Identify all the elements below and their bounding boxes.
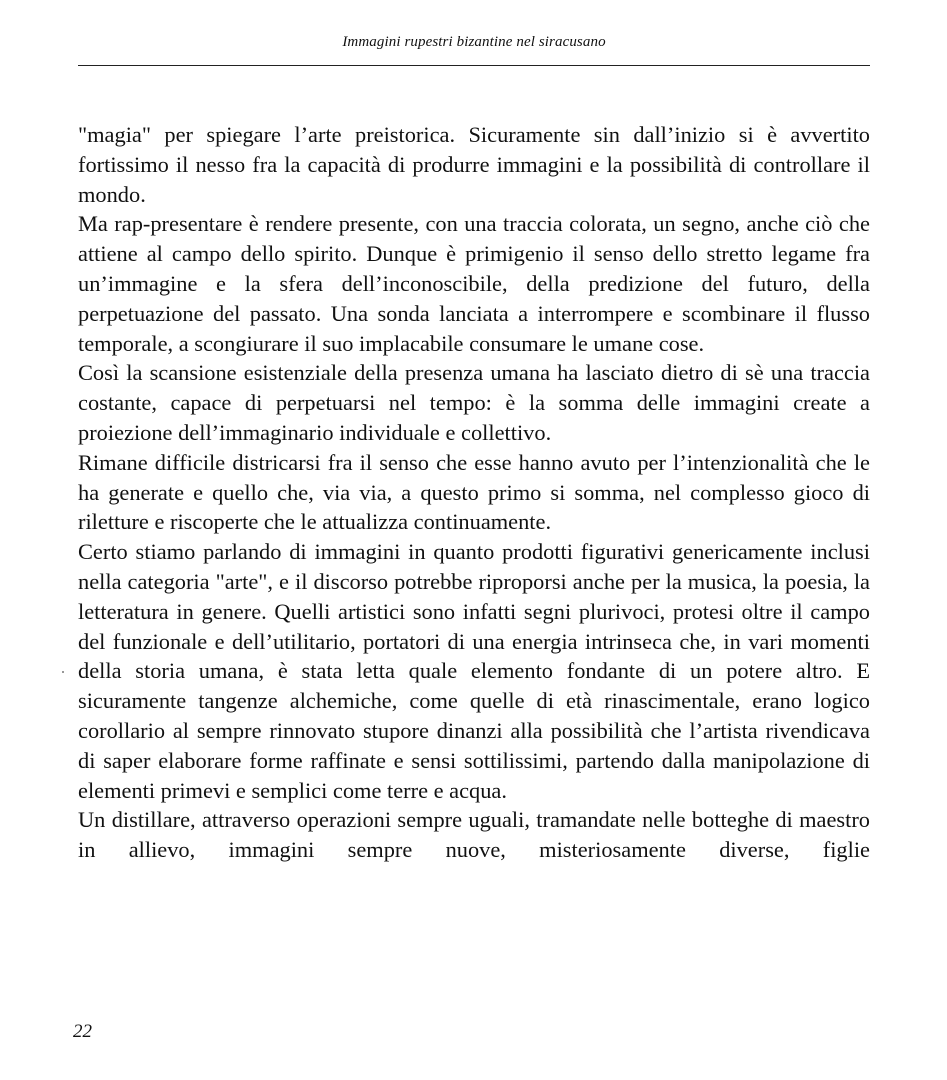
paragraph: Così la scansione esistenziale della presenza umana ha lasciato dietro di sè una traccia costante, capace di perpetuarsi nel tempo: è la somma delle immagini create a proiezione dell’immaginario individuale e collettivo.: [78, 360, 870, 445]
scan-speck: [62, 671, 64, 673]
paragraph: Un distillare, attraverso operazioni sempre uguali, tramandate nelle botteghe di maestro in allievo, immagini sempre nuove, misteriosamente diverse, figlie: [78, 807, 870, 863]
paragraph: "magia" per spiegare l’arte preistorica. Sicuramente sin dall’inizio si è avvertito fortissimo il nesso fra la capacità di produrre immagini e la possibilità di controllare il mondo.: [78, 122, 870, 207]
page-number: 22: [73, 1021, 92, 1042]
paragraph: Ma rap-presentare è rendere presente, con una traccia colorata, un segno, anche ciò che attiene al campo dello spirito. Dunque è primigenio il senso dello stretto legame fra un’immagine e la sfera dell’inconoscibile, della predizione del futuro, della perpetuazione del passato. Una sonda lanciata a interrompere e scombinare il flusso temporale, a scongiurare il suo implacabile consumare le umane cose.: [78, 211, 870, 356]
body-text: [78, 120, 870, 865]
running-header: Immagini rupestri bizantine nel siracusano: [342, 34, 606, 50]
paragraph: Certo stiamo parlando di immagini in quanto prodotti figurativi genericamente inclusi nella categoria "arte", e il discorso potrebbe riproporsi anche per la musica, la poesia, la letteratura in genere. Quelli artistici sono infatti segni plurivoci, protesi oltre il campo del funzionale e dell’utilitario, portatori di una energia intrinseca che, in vari momenti della storia umana, è stata letta quale elemento fondante di un potere altro. E sicuramente tangenze alchemiche, come quelle di età rinascimentale, erano logico corollario al sempre rinnovato stupore dinanzi alla possibilità che l’artista rivendicava di saper elaborare forme raffinate e sensi sottilissimi, partendo dalla manipolazione di elementi primevi e semplici come terre e acqua.: [78, 539, 870, 803]
header-rule: [78, 65, 870, 66]
paragraph: Rimane difficile districarsi fra il senso che esse hanno avuto per l’intenzionalità che le ha generate e quello che, via via, a questo primo si somma, nel complesso gioco di riletture e riscoperte che le attualizza continuamente.: [78, 449, 870, 535]
